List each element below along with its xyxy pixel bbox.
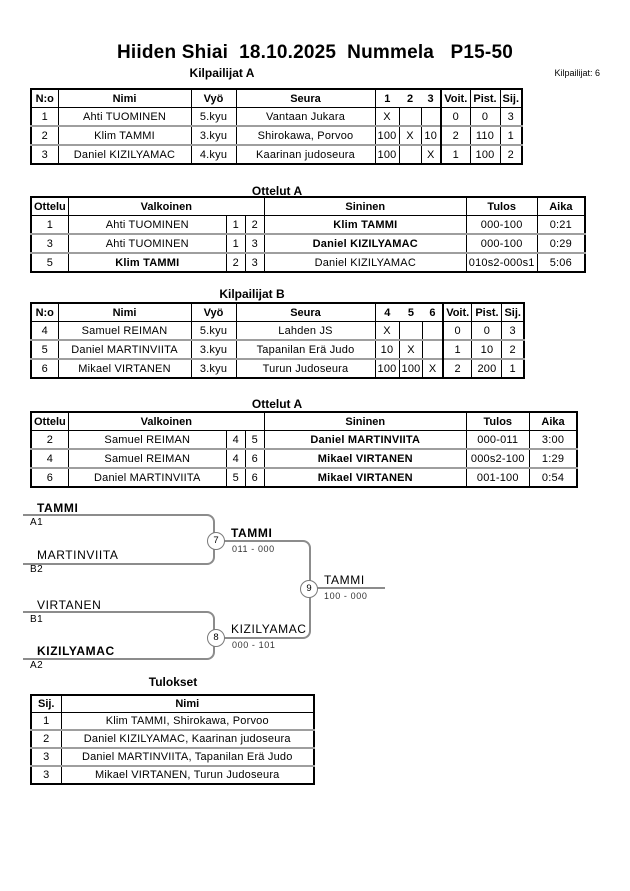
cell-match: 2 — [46, 433, 54, 446]
table-row — [31, 468, 577, 487]
matches-b-table — [30, 411, 578, 488]
cell-no: 3 — [31, 145, 58, 164]
matches-a-table — [30, 196, 586, 273]
cell-place: 3 — [31, 766, 61, 784]
bracket-winner-9: TAMMI — [324, 573, 365, 587]
bracket-name-b1: VIRTANEN — [37, 598, 102, 612]
cell-time: 5:06 — [537, 253, 585, 272]
cell-blue: Mikael VIRTANEN — [264, 449, 466, 468]
table-row — [31, 108, 522, 127]
cell-result: 010s2-000s1 — [466, 253, 537, 272]
cell-place: 3 — [500, 108, 522, 127]
cell-wins: 1 — [441, 145, 470, 164]
cell-white: Samuel REIMAN — [68, 449, 226, 468]
cell-white: Samuel REIMAN — [68, 431, 226, 450]
cell-wins: 0 — [443, 322, 472, 341]
cell-club: Lahden JS — [236, 322, 375, 341]
bracket-tag-a2: A2 — [30, 660, 44, 671]
cell-place: 3 — [502, 322, 524, 341]
cell-m1: 10 — [375, 340, 399, 359]
table-row — [31, 340, 524, 359]
col-place: Sij. — [502, 303, 524, 322]
header-row — [31, 197, 585, 216]
bracket-tag-b2: B2 — [30, 564, 44, 575]
table-row — [31, 713, 314, 731]
cell-m3 — [423, 322, 443, 341]
table-row — [31, 359, 524, 378]
col-result: Tulos — [466, 197, 537, 216]
competitors-count: Kilpailijat: 6 — [554, 68, 600, 78]
cell-white: Ahti TUOMINEN — [68, 234, 226, 253]
cell-points: 200 — [472, 359, 502, 378]
matches-b-heading: Ottelut A — [251, 397, 303, 411]
cell-name: Mikael VIRTANEN — [58, 359, 191, 378]
col-belt: Vyö — [191, 303, 236, 322]
cell-m2: 100 — [399, 359, 423, 378]
cell-blue: Daniel KIZILYAMAC — [264, 234, 466, 253]
cell-no: 1 — [41, 110, 48, 123]
cell-no: 4 — [41, 324, 48, 337]
cell-blue-no: 3 — [245, 234, 264, 253]
cell-belt: 3.kyu — [191, 126, 236, 145]
cell-belt: 3.kyu — [191, 359, 236, 378]
results-table — [30, 694, 315, 785]
match-node-9: 9 — [300, 580, 318, 598]
bracket-line-semi1-top — [23, 514, 215, 543]
col-blue: Sininen — [264, 197, 466, 216]
cell-blue: Daniel MARTINVIITA — [264, 431, 466, 450]
col-match: Ottelu — [31, 412, 68, 431]
cell-club: Tapanilan Erä Judo — [236, 340, 375, 359]
cell-club: Kaarinan judoseura — [236, 145, 375, 164]
cell-place: 2 — [502, 340, 524, 359]
cell-blue-no: 3 — [245, 253, 264, 272]
cell-match: 1 — [46, 218, 54, 231]
pool-b-table — [30, 302, 525, 379]
cell-m2 — [399, 108, 421, 127]
cell-match: 6 — [31, 468, 68, 487]
cell-m3: 10 — [421, 126, 441, 145]
cell-result: 000-100 — [466, 216, 537, 235]
table-row — [31, 234, 585, 253]
cell-match: 3 — [31, 234, 68, 253]
cell-blue-no: 6 — [245, 468, 264, 487]
cell-white-no: 1 — [226, 234, 245, 253]
cell-m2: X — [399, 340, 423, 359]
cell-points: 0 — [470, 108, 500, 127]
cell-points: 10 — [472, 340, 502, 359]
bracket-tag-b1: B1 — [30, 614, 44, 625]
cell-result: 000-011 — [466, 431, 529, 450]
cell-result: 000-100 — [466, 234, 537, 253]
cell-m1: X — [375, 322, 399, 341]
cell-wins: 2 — [443, 359, 472, 378]
cell-name: Daniel KIZILYAMAC — [58, 145, 191, 164]
col-wins: Voit. — [441, 89, 470, 108]
col-match: Ottelu — [31, 197, 68, 216]
cell-time: 0:54 — [529, 468, 577, 487]
cell-name: Daniel KIZILYAMAC, Kaarinan judoseura — [61, 730, 314, 748]
cell-match: 5 — [31, 253, 68, 272]
table-row — [31, 748, 314, 766]
cell-time: 1:29 — [529, 449, 577, 468]
match-node-8: 8 — [207, 629, 225, 647]
pool-a-heading: Kilpailijat A — [189, 66, 255, 80]
cell-points: 0 — [472, 322, 502, 341]
cell-m1: X — [375, 108, 399, 127]
cell-white: Klim TAMMI — [68, 253, 226, 272]
col-m1: 1 — [375, 89, 399, 108]
col-white: Valkoinen — [68, 197, 264, 216]
cell-m2 — [399, 145, 421, 164]
bracket-score-8: 000 - 101 — [232, 640, 276, 650]
cell-m3 — [423, 340, 443, 359]
col-m2: 5 — [399, 303, 423, 322]
cell-name: Ahti TUOMINEN — [58, 108, 191, 127]
table-row — [31, 431, 577, 450]
header-row — [31, 303, 524, 322]
cell-place: 1 — [502, 359, 524, 378]
matches-a-heading: Ottelut A — [251, 184, 303, 198]
table-row — [31, 322, 524, 341]
cell-blue: Klim TAMMI — [264, 216, 466, 235]
bracket-winner-8: KIZILYAMAC — [231, 622, 307, 636]
col-m3: 6 — [423, 303, 443, 322]
table-row — [31, 145, 522, 164]
bracket-score-7: 011 - 000 — [232, 544, 275, 554]
cell-white-no: 5 — [226, 468, 245, 487]
col-name: Nimi — [58, 89, 191, 108]
table-row — [31, 253, 585, 272]
col-no: N:o — [31, 89, 58, 108]
cell-white: Daniel MARTINVIITA — [68, 468, 226, 487]
col-place: Sij. — [500, 89, 522, 108]
cell-match: 4 — [31, 449, 68, 468]
match-node-7: 7 — [207, 532, 225, 550]
cell-belt: 5.kyu — [191, 322, 236, 341]
cell-name: Klim TAMMI, Shirokawa, Porvoo — [61, 713, 314, 731]
bracket-winner-7: TAMMI — [231, 526, 273, 540]
table-row — [31, 126, 522, 145]
cell-result: 000s2-100 — [466, 449, 529, 468]
results-heading: Tulokset — [148, 675, 198, 689]
cell-m1: 100 — [375, 145, 399, 164]
cell-no: 2 — [31, 126, 58, 145]
col-blue: Sininen — [264, 412, 466, 431]
col-place: Sij. — [31, 695, 61, 713]
cell-club: Vantaan Jukara — [236, 108, 375, 127]
col-belt: Vyö — [191, 89, 236, 108]
cell-blue-no: 5 — [245, 431, 264, 450]
cell-name: Daniel MARTINVIITA, Tapanilan Erä Judo — [61, 748, 314, 766]
cell-place: 2 — [31, 730, 61, 748]
col-no: N:o — [31, 303, 58, 322]
col-result: Tulos — [466, 412, 529, 431]
col-m2: 2 — [399, 89, 421, 108]
cell-belt: 3.kyu — [191, 340, 236, 359]
col-points: Pist. — [470, 89, 500, 108]
cell-blue: Daniel KIZILYAMAC — [264, 253, 466, 272]
cell-blue: Mikael VIRTANEN — [264, 468, 466, 487]
col-wins: Voit. — [443, 303, 472, 322]
col-name: Nimi — [58, 303, 191, 322]
col-time: Aika — [537, 197, 585, 216]
cell-m2 — [399, 322, 423, 341]
cell-white-no: 4 — [226, 431, 245, 450]
pool-b-heading: Kilpailijat B — [219, 287, 285, 301]
cell-white: Ahti TUOMINEN — [68, 216, 226, 235]
col-club: Seura — [236, 303, 375, 322]
cell-points: 110 — [470, 126, 500, 145]
cell-white-no: 2 — [226, 253, 245, 272]
page-title: Hiiden Shiai 18.10.2025 Nummela P15-50 — [117, 42, 513, 63]
cell-m2: X — [399, 126, 421, 145]
cell-club: Turun Judoseura — [236, 359, 375, 378]
cell-m3: X — [423, 359, 443, 378]
cell-name: Klim TAMMI — [58, 126, 191, 145]
col-points: Pist. — [472, 303, 502, 322]
cell-blue-no: 6 — [245, 449, 264, 468]
cell-place: 1 — [500, 126, 522, 145]
cell-no: 5 — [31, 340, 58, 359]
cell-time: 0:29 — [537, 234, 585, 253]
header-row — [31, 89, 522, 108]
col-time: Aika — [529, 412, 577, 431]
cell-belt: 4.kyu — [191, 145, 236, 164]
table-row — [31, 449, 577, 468]
cell-name: Mikael VIRTANEN, Turun Judoseura — [61, 766, 314, 784]
cell-place: 1 — [43, 715, 50, 727]
table-row — [31, 766, 314, 784]
cell-wins: 2 — [441, 126, 470, 145]
cell-time: 0:21 — [537, 216, 585, 235]
cell-time: 3:00 — [529, 431, 577, 450]
bracket-score-9: 100 - 000 — [324, 591, 368, 601]
cell-place: 2 — [500, 145, 522, 164]
col-m3: 3 — [421, 89, 441, 108]
bracket-tag-a1: A1 — [30, 517, 44, 528]
col-club: Seura — [236, 89, 375, 108]
table-row — [31, 216, 585, 235]
cell-m3 — [421, 108, 441, 127]
cell-belt: 5.kyu — [191, 108, 236, 127]
cell-points: 100 — [470, 145, 500, 164]
cell-no: 6 — [31, 359, 58, 378]
cell-wins: 1 — [443, 340, 472, 359]
cell-m1: 100 — [375, 359, 399, 378]
table-row — [31, 730, 314, 748]
bracket-line-semi2-top — [23, 611, 215, 639]
cell-name: Daniel MARTINVIITA — [58, 340, 191, 359]
col-white: Valkoinen — [68, 412, 264, 431]
bracket-name-b2: MARTINVIITA — [37, 548, 119, 562]
bracket-name-a2: KIZILYAMAC — [37, 644, 115, 658]
cell-white-no: 1 — [226, 216, 245, 235]
cell-club: Shirokawa, Porvoo — [236, 126, 375, 145]
col-name: Nimi — [61, 695, 314, 713]
col-m1: 4 — [375, 303, 399, 322]
header-row — [31, 695, 314, 713]
cell-result: 001-100 — [466, 468, 529, 487]
cell-name: Samuel REIMAN — [58, 322, 191, 341]
cell-white-no: 4 — [226, 449, 245, 468]
bracket-name-a1: TAMMI — [37, 501, 79, 515]
cell-wins: 0 — [441, 108, 470, 127]
cell-m1: 100 — [375, 126, 399, 145]
cell-place: 3 — [31, 748, 61, 766]
cell-m3: X — [421, 145, 441, 164]
header-row — [31, 412, 577, 431]
pool-a-table — [30, 88, 523, 165]
cell-blue-no: 2 — [245, 216, 264, 235]
